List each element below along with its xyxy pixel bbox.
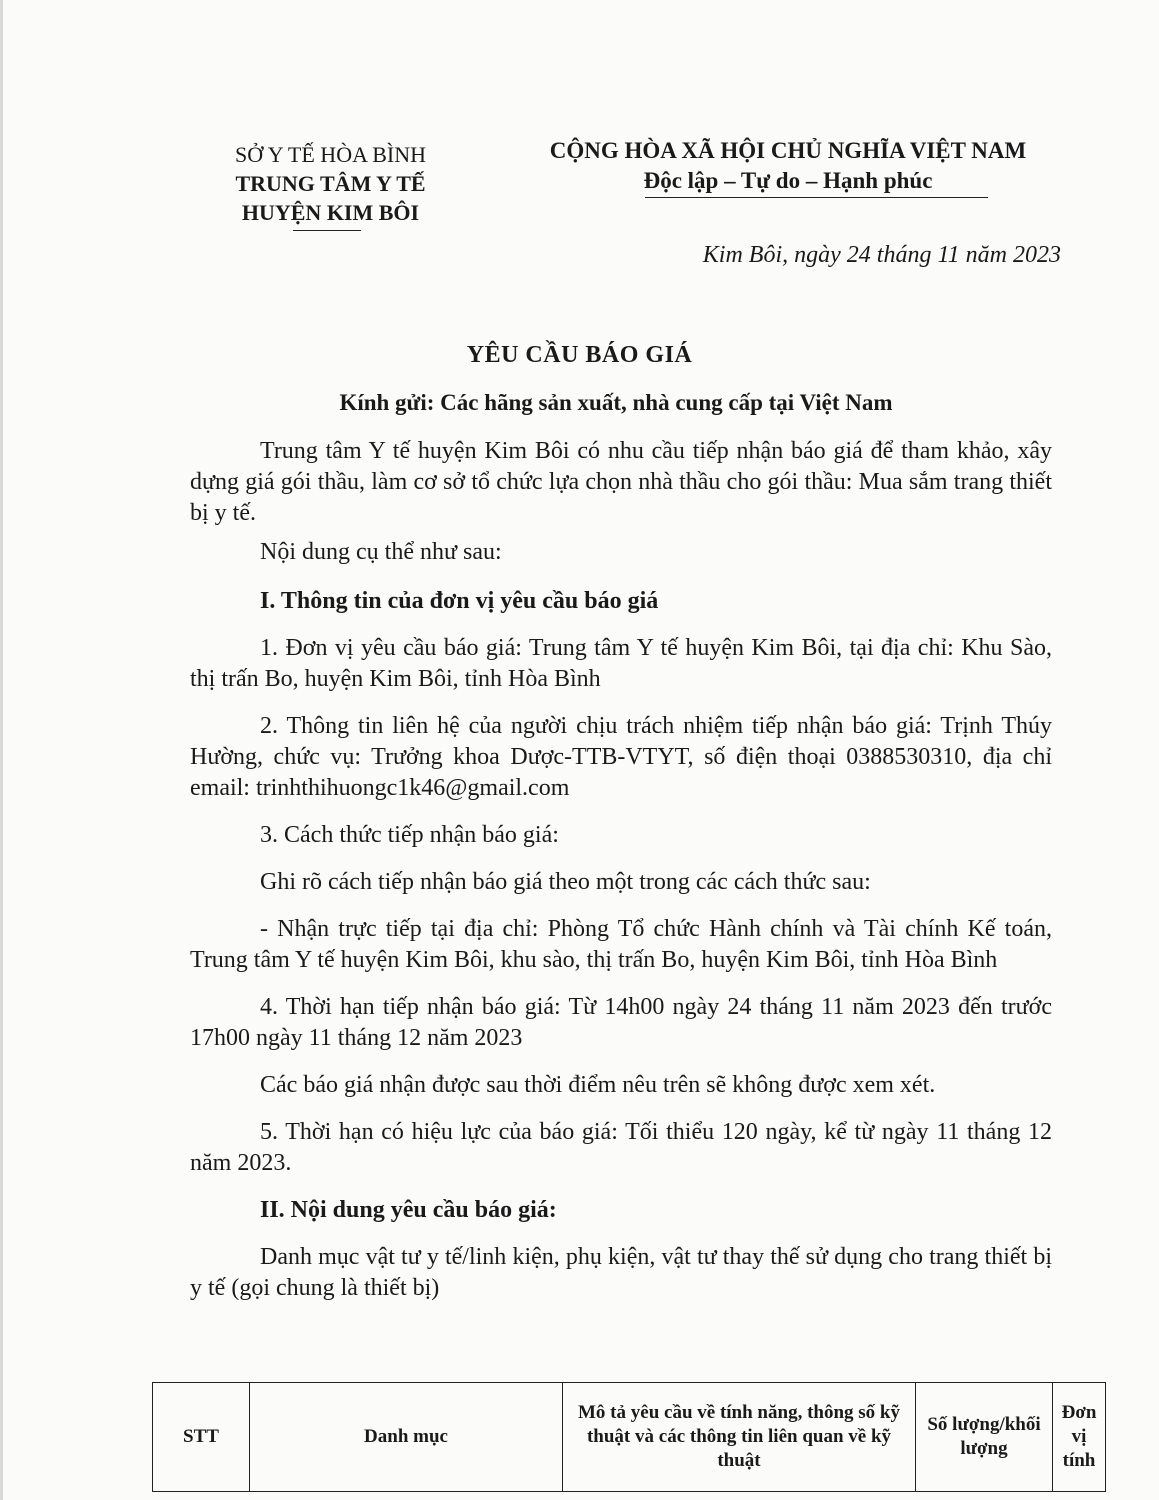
item-3-note: Ghi rõ cách tiếp nhận báo giá theo một trong các cách thức sau:: [260, 869, 871, 895]
document-title: YÊU CẦU BÁO GIÁ: [466, 342, 693, 368]
section-2-text: Danh mục vật tư y tế/linh kiện, phụ kiện, vật tư thay thế sử dụng cho trang thiết bị y tế (gọi chung là thiết bị): [190, 1244, 1052, 1301]
intro-paragraph: Trung tâm Y tế huyện Kim Bôi có nhu cầu tiếp nhận báo giá để tham khảo, xây dựng giá gói thầu, làm cơ sở tổ chức lựa chọn nhà thầu cho gói thầu: Mua sắm trang thiết bị y tế.: [190, 438, 1052, 526]
col-category: Danh mục: [250, 1383, 563, 1492]
document-date: Kim Bôi, ngày 24 tháng 11 năm 2023: [702, 242, 1061, 268]
section-2-heading: II. Nội dung yêu cầu báo giá:: [260, 1197, 557, 1223]
motto-underline: [645, 197, 988, 198]
motto: Độc lập – Tự do – Hạnh phúc: [643, 168, 933, 193]
agency-name: TRUNG TÂM Y TẾ: [235, 171, 426, 196]
content-label: Nội dung cụ thể như sau:: [260, 539, 502, 565]
item-2: 2. Thông tin liên hệ của người chịu trách nhiệm tiếp nhận báo giá: Trịnh Thúy Hường, chức vụ: Trưởng khoa Dược-TTB-VTYT, số điện thoại 0388530310, địa chỉ email: trinhthihuongc1k46@gmail.com: [190, 713, 1052, 801]
items-table: [152, 1382, 1106, 1492]
table-header-row: [153, 1383, 1106, 1492]
col-description: Mô tả yêu cầu về tính năng, thông số kỹ thuật và các thông tin liên quan về kỹ thuật: [563, 1383, 916, 1492]
page-edge: [0, 0, 3, 1500]
col-quantity: Số lượng/khối lượng: [916, 1383, 1053, 1492]
country-name: CỘNG HÒA XÃ HỘI CHỦ NGHĨA VIỆT NAM: [549, 138, 1027, 163]
item-5: 5. Thời hạn có hiệu lực của báo giá: Tối thiểu 120 ngày, kể từ ngày 11 tháng 12 năm 2023.: [190, 1119, 1052, 1176]
issuing-agency: [188, 140, 473, 227]
agency-parent: SỞ Y TẾ HÒA BÌNH: [234, 142, 427, 167]
section-1-heading: I. Thông tin của đơn vị yêu cầu báo giá: [260, 588, 659, 614]
item-1: 1. Đơn vị yêu cầu báo giá: Trung tâm Y tế huyện Kim Bôi, tại địa chỉ: Khu Sào, thị trấn Bo, huyện Kim Bôi, tỉnh Hòa Bình: [190, 635, 1052, 692]
recipient-line: Kính gửi: Các hãng sản xuất, nhà cung cấp tại Việt Nam: [339, 390, 893, 415]
item-4: 4. Thời hạn tiếp nhận báo giá: Từ 14h00 ngày 24 tháng 11 năm 2023 đến trước 17h00 ngày 11 tháng 12 năm 2023: [190, 994, 1052, 1051]
item-3: 3. Cách thức tiếp nhận báo giá:: [260, 822, 559, 848]
item-4-note: Các báo giá nhận được sau thời điểm nêu trên sẽ không được xem xét.: [260, 1072, 936, 1098]
document-body: [190, 436, 1052, 1304]
col-unit: Đơn vị tính: [1053, 1383, 1106, 1492]
national-motto: [513, 136, 1063, 196]
agency-district: HUYỆN KIM BÔI: [241, 200, 420, 225]
item-3-option: - Nhận trực tiếp tại địa chỉ: Phòng Tổ chức Hành chính và Tài chính Kế toán, Trung tâm Y tế huyện Kim Bôi, khu sào, thị trấn Bo, huyện Kim Bôi, tỉnh Hòa Bình: [190, 916, 1052, 973]
agency-underline: [293, 230, 361, 231]
col-stt: STT: [153, 1383, 250, 1492]
